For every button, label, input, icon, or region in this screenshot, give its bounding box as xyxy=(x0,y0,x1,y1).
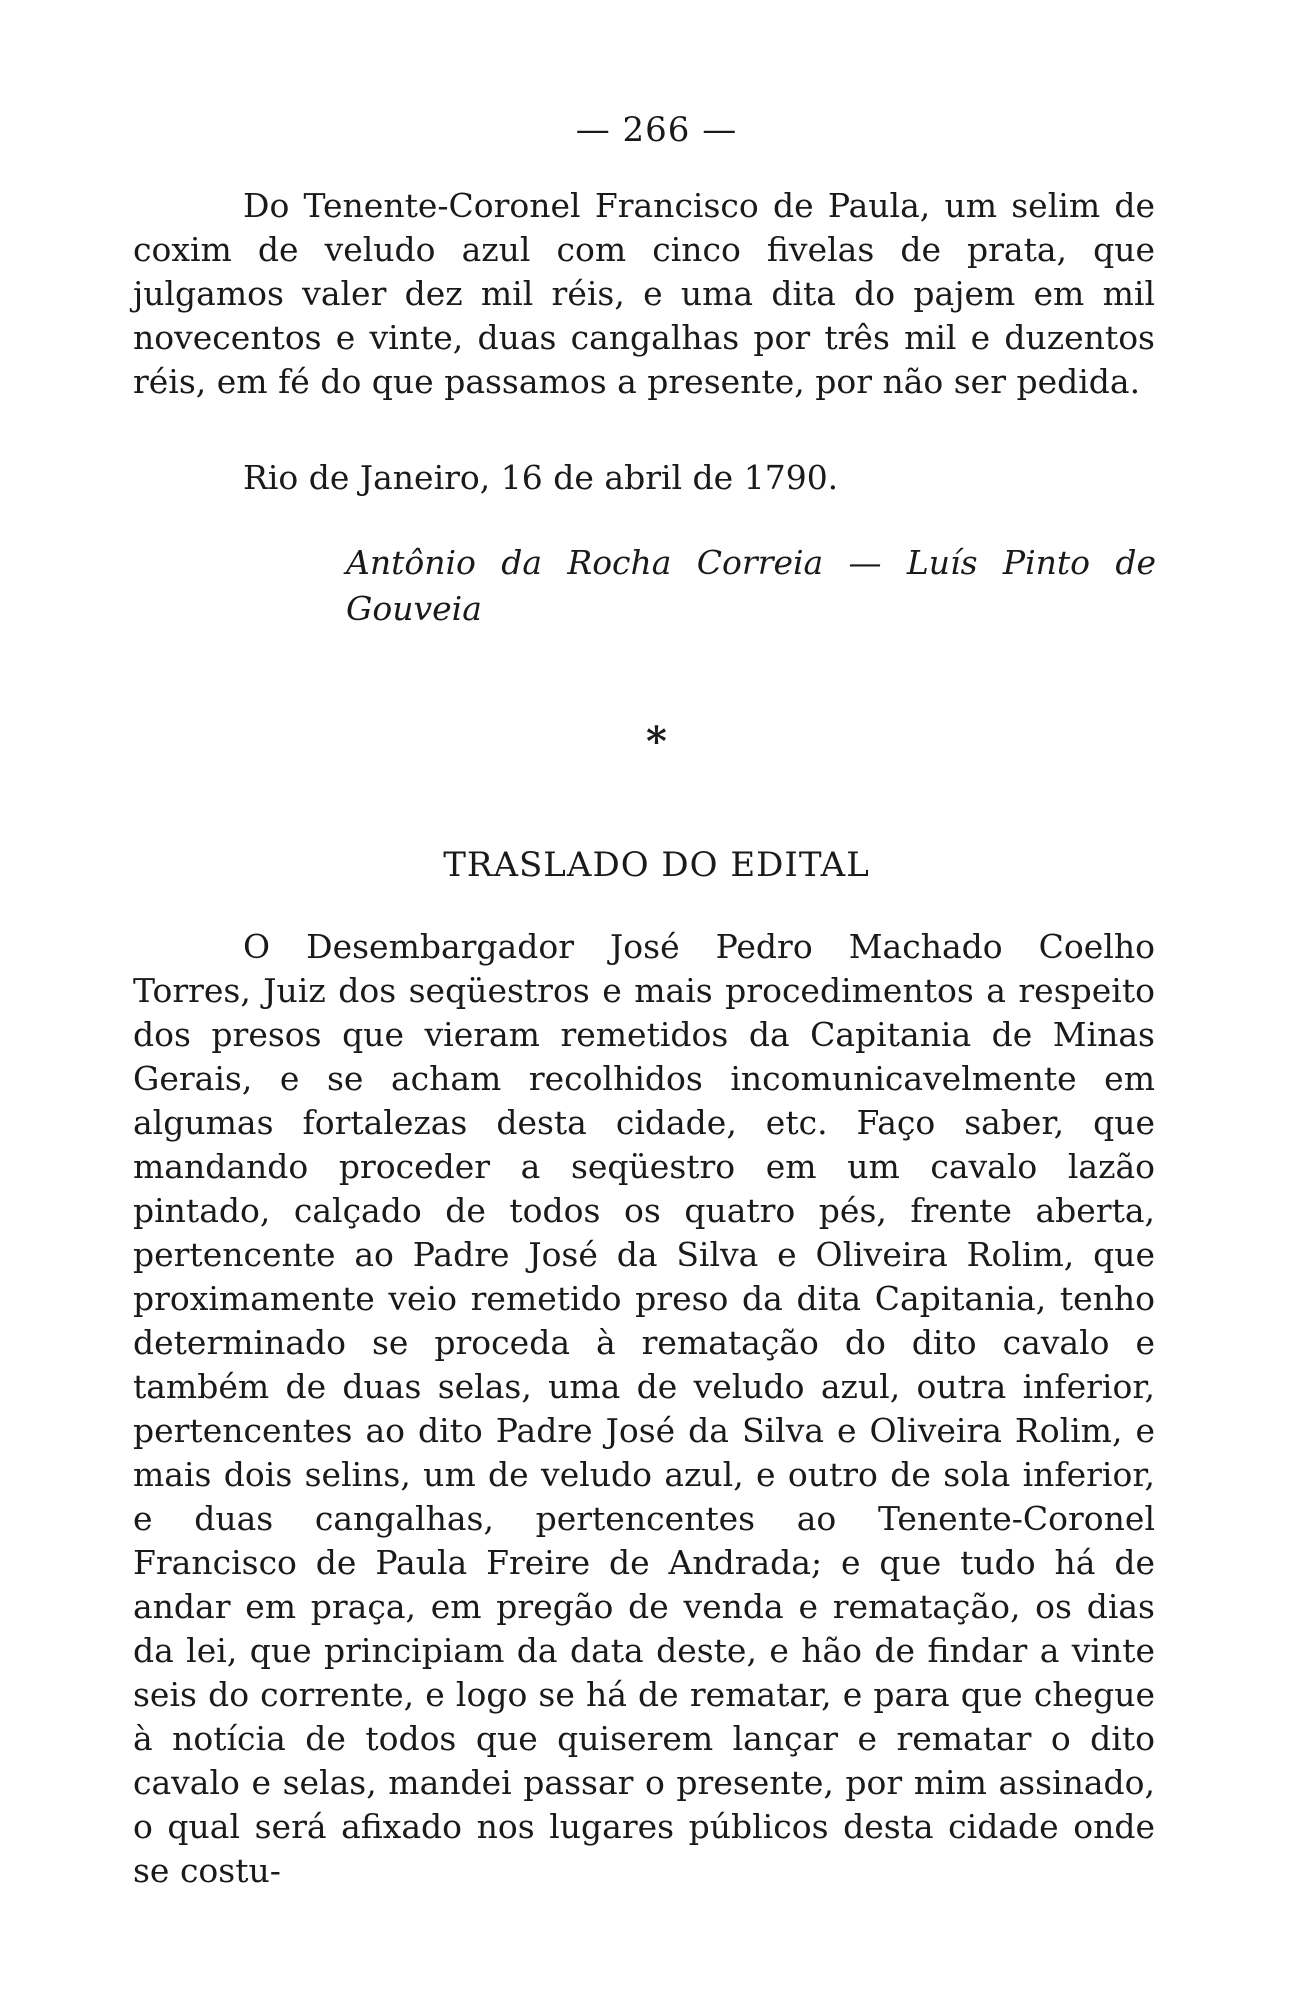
section-title: TRASLADO DO EDITAL xyxy=(443,845,870,885)
paragraph-edict xyxy=(133,925,1155,1893)
asterisk-separator: * xyxy=(646,718,667,765)
paragraph-appraisal xyxy=(133,184,1155,404)
signatures: Antônio da Rocha Correia — Luís Pinto de Gouveia xyxy=(346,543,1156,628)
page-number: — 266 — xyxy=(575,110,738,150)
paragraph-edict-text: O Desembargador José Pedro Machado Coelho Torres, Juiz dos seqüestros e mais procedimentos a respeito dos presos que vieram remetidos da Capitania de Minas Gerais, e se acham recolhidos incomunicavelmente em algumas fortalezas desta cidade, etc. Faço saber, que mandando proceder a seqüestro em um cavalo lazão pintado, calçado de todos os quatro pés, frente aberta, pertencente ao Padre José da Silva e Oliveira Rolim, que proximamente veio remetido preso da dita Capitania, tenho determinado se proceda à rematação do dito cavalo e também de duas selas, uma de veludo azul, outra inferior, pertencentes ao dito Padre José da Silva e Oliveira Rolim, e mais dois selins, um de veludo azul, e outro de sola inferior, e duas cangalhas, pertencentes ao Tenente-Coronel Francisco de Paula Freire de Andrada; e que tudo há de andar em praça, em pregão de venda e rematação, os dias da lei, que principiam da data deste, e hão de findar a vinte seis do corrente, e logo se há de rematar, e para que chegue à notícia de todos que quiserem lançar e rematar o dito cavalo e selas, mandei passar o presente, por mim assinado, o qual será afixado nos lugares públicos desta cidade onde se costu- xyxy=(133,927,1155,1890)
paragraph-appraisal-text: Do Tenente-Coronel Francisco de Paula, um selim de coxim de veludo azul com cinco fivelas de prata, que julgamos valer dez mil réis, e uma dita do pajem em mil novecentos e vinte, duas cangalhas por três mil e duzentos réis, em fé do que passamos a presente, por não ser pedida. xyxy=(133,186,1155,401)
date-line: Rio de Janeiro, 16 de abril de 1790. xyxy=(243,458,839,497)
